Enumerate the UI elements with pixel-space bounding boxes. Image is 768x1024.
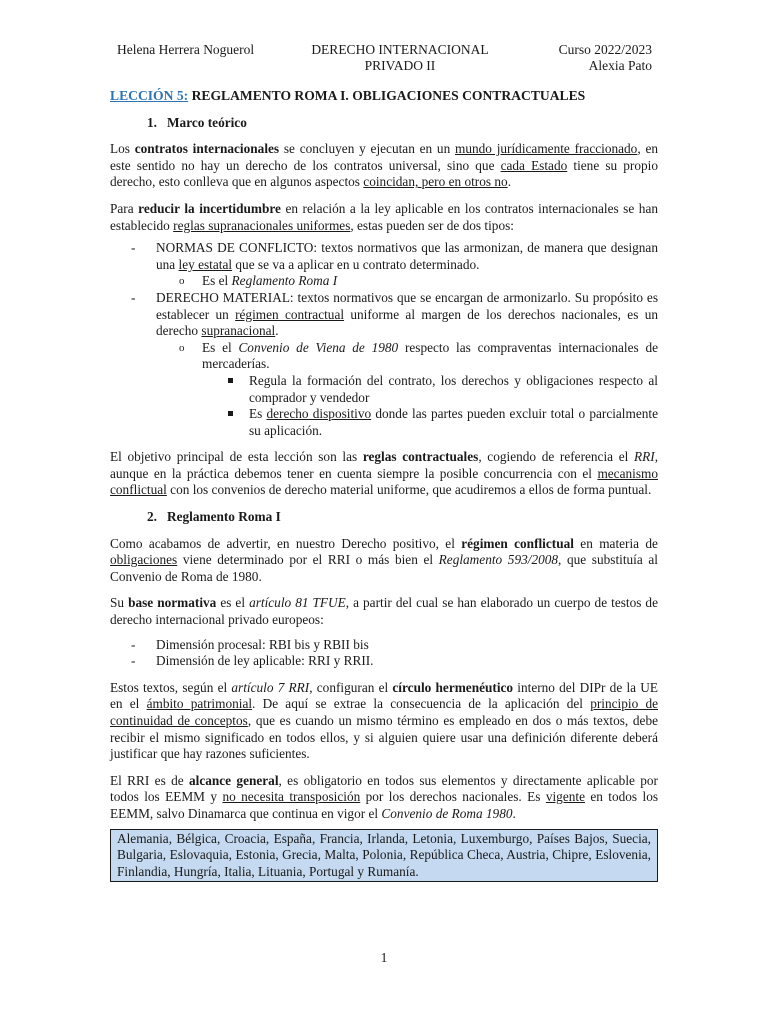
list-item-normas-conflicto: - NORMAS DE CONFLICTO: textos normativos que las armonizan, de manera que designan una ley estatal que se va a aplicar en u contrato determinado. o Es el Reglamento Roma I bbox=[131, 240, 658, 289]
header-subject-line2: PRIVADO II bbox=[364, 58, 436, 73]
square-bullet-icon bbox=[228, 411, 233, 416]
header-subject bbox=[300, 42, 500, 74]
paragraph-alcance-general: El RRI es de alcance general, es obligatorio en todos sus elementos y directamente aplicable por todos los EEMM y no necesita transposición por los derechos nacionales. Es vigente en todos los EEMM, salvo Dinamarca que continua en vigor el Convenio de Roma 1980. bbox=[110, 772, 659, 821]
list-subitem-viena: o Es el Convenio de Viena de 1980 respecto las compraventas internacionales de mercaderías. Regula la formación del contrato, los derechos y obligaciones respecto al comprador y vendedor Es derecho dispositivo donde las partes pueden excluir total o parcialmente su aplicación. bbox=[179, 339, 658, 438]
paragraph-objetivo: El objetivo principal de esta lección son las reglas contractuales, cogiendo de referencia el RRI, aunque en la práctica debemos tener en cuenta siempre la posible concurrencia con el mecanismo conflictual con los convenios de derecho material uniforme, que acudiremos a ellos de forma puntual. bbox=[110, 449, 659, 498]
list-tipos-reglas bbox=[110, 240, 658, 439]
list-subitem-roma-i: o Es el Reglamento Roma I bbox=[179, 273, 338, 289]
list-bullet-dispositivo: Es derecho dispositivo donde las partes pueden excluir total o parcialmente su aplicación. bbox=[202, 406, 658, 439]
list-bullet-regula: Regula la formación del contrato, los derechos y obligaciones respecto al comprador y vendedor bbox=[202, 373, 658, 406]
lesson-title-text: REGLAMENTO ROMA I. OBLIGACIONES CONTRACTUALES bbox=[188, 88, 586, 103]
paragraph-regimen-conflictual: Como acabamos de advertir, en nuestro Derecho positivo, el régimen conflictual en materia de obligaciones viene determinado por el RRI o más bien el Reglamento 593/2008, que substituía al Convenio de Roma de 1980. bbox=[110, 535, 658, 584]
lesson-title bbox=[110, 88, 658, 105]
paragraph-contratos: Los contratos internacionales se concluyen y ejecutan en un mundo jurídicamente fraccionado, en este sentido no hay un derecho de los contratos universal, sino que cada Estado tiene su propio derecho, esto conlleva que en algunos aspectos coincidan, pero en otros no. bbox=[110, 141, 658, 190]
section-heading-1: 1. Marco teórico bbox=[147, 114, 247, 130]
section-heading-2: 2. Reglamento Roma I bbox=[147, 509, 281, 525]
list-item-dimension-procesal: - Dimensión procesal: RBI bis y RBII bis bbox=[131, 636, 369, 652]
header-professor: Alexia Pato bbox=[588, 58, 652, 73]
paragraph-base-normativa: Su base normativa es el artículo 81 TFUE, a partir del cual se han elaborado un cuerpo de testos de derecho internacional privado europeos: bbox=[110, 595, 658, 628]
list-item-derecho-material: - DERECHO MATERIAL: textos normativos que se encargan de armonizarlo. Su propósito es establecer un régimen contractual uniforme al margen de los derechos nacionales, es un derecho supranacional. o Es el Convenio de Viena de 1980 respecto las compraventas internacionales de mercaderías. Regula la formación del contrato, los derechos y obligaciones respecto al comprador y vendedor Es derecho dispositivo donde las partes pueden excluir total o parcialmente su aplicación. bbox=[131, 289, 658, 438]
paragraph-circulo-hermeneutico: Estos textos, según el artículo 7 RRI, configuran el círculo hermenéutico interno del DIPr de la UE en el ámbito patrimonial. De aquí se extrae la consecuencia de la aplicación del principio de continuidad de conceptos, que es cuando un mismo término es empleado en dos o más textos, debe recibir el mismo significado en todos ellos, y si alguien quiere usar una definición diferente deberá justificar que hay razones suficientes. bbox=[110, 679, 658, 762]
header-course-year: Curso 2022/2023 bbox=[558, 42, 652, 57]
paragraph-incertidumbre: Para reducir la incertidumbre en relación a la ley aplicable en los contratos internacionales se han establecido reglas supranacionales uniformes, estas pueden ser de dos tipos: bbox=[110, 200, 658, 233]
list-item-dimension-ley: - Dimensión de ley aplicable: RRI y RRII. bbox=[131, 653, 374, 669]
document-body bbox=[110, 88, 658, 882]
header-author: Helena Herrera Noguerol bbox=[117, 42, 255, 57]
lesson-number: LECCIÓN 5: bbox=[110, 88, 189, 103]
countries-box: Alemania, Bélgica, Croacia, España, Francia, Irlanda, Letonia, Luxemburgo, Países Bajos, Suecia, Bulgaria, Eslovaquia, Estonia, Grecia, Malta, Polonia, República Checa, Austria, Chipre, Eslovenia, Finlandia, Hungría, Italia, Lituania, Portugal y Rumanía. bbox=[110, 829, 658, 883]
header-course bbox=[540, 42, 652, 74]
square-bullet-icon bbox=[228, 378, 233, 383]
header-subject-line1: DERECHO INTERNACIONAL bbox=[311, 42, 489, 57]
list-dimensiones bbox=[110, 637, 658, 670]
page-number: 1 bbox=[380, 950, 388, 965]
